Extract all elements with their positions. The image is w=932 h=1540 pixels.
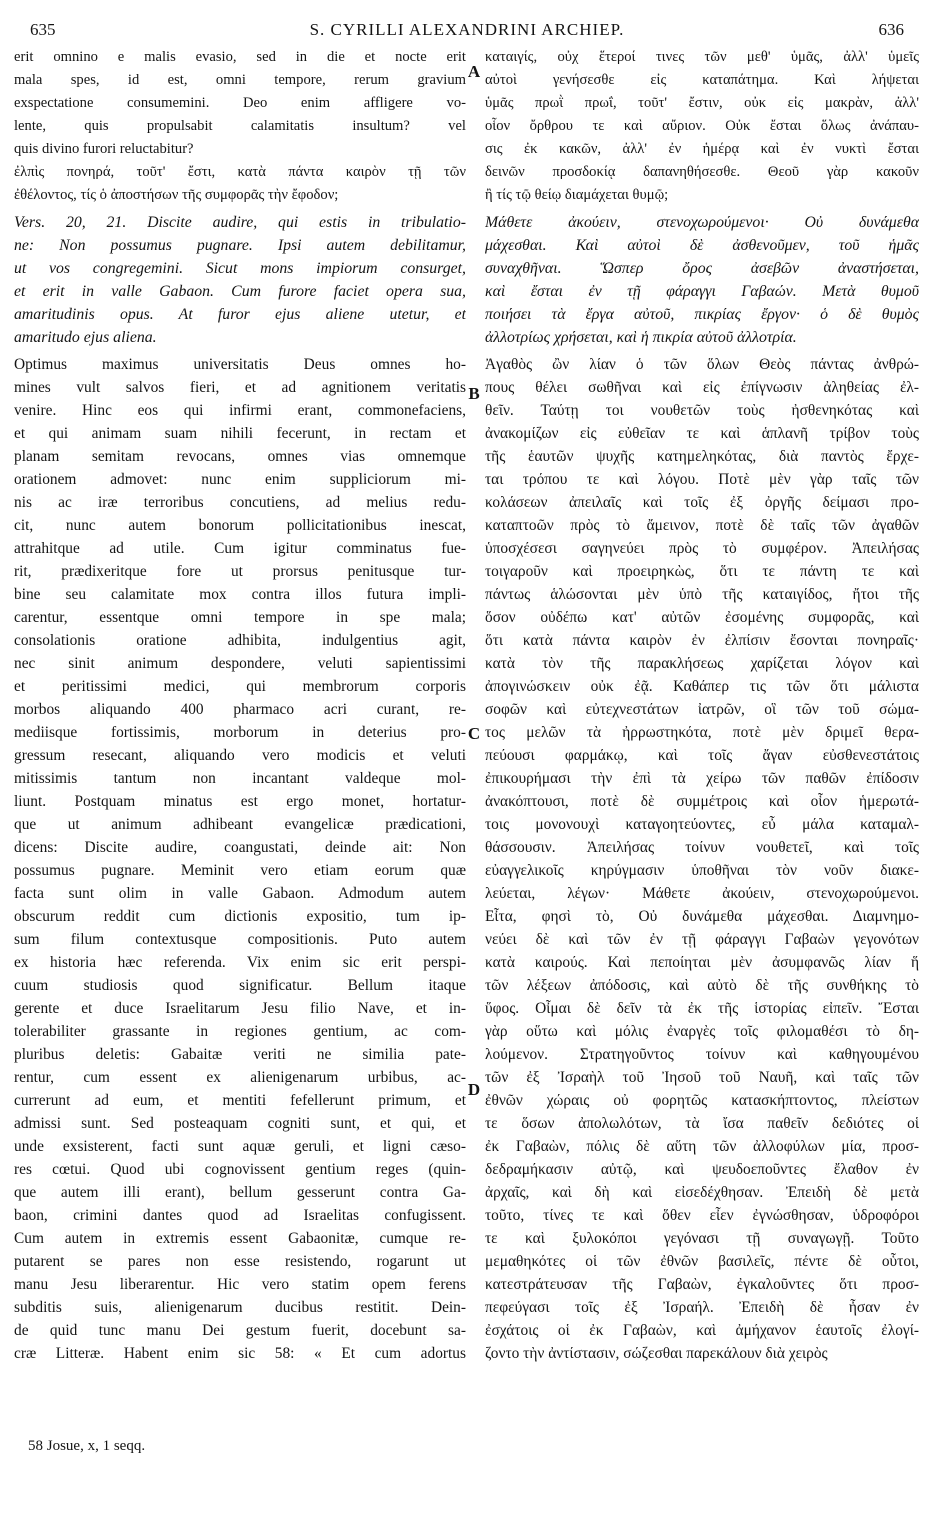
latin-line: planam semitam revocans, omnes vias omnemque <box>14 448 466 465</box>
greek-line: πεφεύγασι τοῖς ἐξ Ἰσραήλ. Ἐπειδὴ δὲ ἦσαν ἐν <box>485 1299 919 1316</box>
latin-line: Cum autem in extremis essent Gabaonitæ, cumque re- <box>14 1230 466 1247</box>
latin-line: amaritudo ejus aliena. <box>14 329 157 346</box>
latin-line: manu Jesu liberarentur. Hic vero statim opem ferens <box>14 1276 466 1293</box>
latin-line: consolationis oratione adhibita, indulgentius agit, <box>14 632 466 649</box>
greek-line: ζοντο τὴν ἀντίστασιν, σώζεσθαι παρεκάλουν διὰ χειρὸς <box>485 1345 828 1362</box>
latin-line: nis ac iræ terroribus concutiens, ad melius redu- <box>14 494 466 511</box>
greek-line: κολάσεων ἀπειλαῖς καὶ τοῖς ἐξ ὀργῆς δείμασι προ- <box>485 494 919 511</box>
latin-line: dicens: Discite audire, coangustati, deinde ait: Non <box>14 839 466 856</box>
greek-line: συναχθῆναι. Ὥσπερ ὄρος ἀσεβῶν ἀναστήσεται, <box>485 260 919 277</box>
greek-line: αὐτοὶ γενήσεσθε εἰς καταπάτημα. Καὶ λήψεται <box>485 72 919 88</box>
greek-line: τος μελῶν τὰ ἠρρωστηκότα, ποτὲ μὲν δριμεῖ θερα- <box>485 724 919 741</box>
greek-line: ποιήσει τὰ ἔργα αὐτοῦ, πικρίας ἔργον· ὁ δὲ θυμὸς <box>485 306 919 323</box>
latin-line: que ut animum adhibeant evangelicæ prædicationi, <box>14 816 466 833</box>
greek-line: πάντως ἁλώσονται μὲν ὑπὸ τῆς καταιγίδος, ἤτοι τῆς <box>485 586 919 603</box>
greek-line: τε καὶ ξυλοκόποι γεγόνασι τῇ συναγωγῇ. Τοῦτο <box>485 1230 919 1247</box>
latin-column <box>14 46 466 1365</box>
greek-line: ἀνακομίζων εἰς εὐθεῖαν τε καὶ ἁπλανῆ τρίβον τοὺς <box>485 425 919 442</box>
greek-line: ὅσον οὐδέπω κατ' αὐτῶν ἐσομένης συμφορᾶς, καὶ <box>485 609 919 626</box>
greek-line: δεδραμήκασιν αὐτῷ, καὶ ψευδοεποῦντες ἔλαθον ἐν <box>485 1161 919 1178</box>
greek-line: λούμενον. Στρατηγοῦντος τοίνυν καὶ καθηγουμένου <box>485 1046 919 1063</box>
latin-line: Vers. 20, 21. Discite audire, qui estis in tribulatio- <box>14 214 466 231</box>
latin-line: bine seu calamitate mox contra illos futura impli- <box>14 586 466 603</box>
latin-line: carentur, essentque omni tempore in spe mala; <box>14 609 466 626</box>
latin-line: ex historia hæc referenda. Vix enim sic erit perspi- <box>14 954 466 971</box>
greek-line: ἀνακόπτουσι, ποτὲ δὲ συμμέτροις καὶ οἷον ἡμερωτά- <box>485 793 919 810</box>
greek-line: τῶν ἐξ Ἰσραὴλ τοῦ Ἰησοῦ τοῦ Ναυῆ, καὶ ταῖς τῶν <box>485 1069 919 1086</box>
margin-marker-a: A <box>467 62 481 81</box>
greek-line: ἢ τίς τῷ θείῳ διαμάχεται θυμῷ; <box>485 187 669 203</box>
latin-line: amaritudinis opus. At furor ejus aliene utetur, et <box>14 306 466 323</box>
greek-line: ἐκ Γαβαὼν, πόλις δὲ αὕτη τῶν ἀλλοφύλων μία, προσ- <box>485 1138 919 1155</box>
greek-line: πους θέλει σωθῆναι καὶ εἰς ἐπίγνωσιν ἀληθείας ἐλ- <box>485 379 919 396</box>
greek-line: Ἀγαθὸς ὢν λίαν ὁ τῶν ὅλων Θεὸς πάντας ἀνθρώ- <box>485 356 919 373</box>
greek-line: τῶν λέξεων ἀπόδοσις, καὶ αὐτὸ δὲ τῆς συνθήκης τὸ <box>485 977 919 994</box>
latin-line: cræ Litteræ. Habent enim sic 58: « Et cum adortus <box>14 1345 466 1362</box>
latin-line: Optimus maximus universitatis Deus omnes ho- <box>14 356 466 373</box>
latin-line: facta sunt olim in valle Gabaon. Admodum autem <box>14 885 466 902</box>
greek-line: τοιγαροῦν καὶ προειρηκὼς, ὅτι τε πάντη τε καὶ <box>485 563 919 580</box>
latin-line: mines vult salvos fieri, et ad agnitionem veritatis <box>14 379 466 396</box>
latin-line: cit, nunc autem bonorum pollicitationibus inescat, <box>14 517 466 534</box>
page-number-left: 635 <box>30 20 56 39</box>
running-title: S. CYRILLI ALEXANDRINI ARCHIEP. <box>309 20 625 39</box>
latin-line: sum filum contextusque compositionis. Puto autem <box>14 931 466 948</box>
margin-marker-c: C <box>467 724 481 743</box>
latin-line: mala spes, id est, omni tempore, rerum gravium <box>14 72 466 88</box>
latin-line: et peritissimi medici, qui membrorum corporis <box>14 678 466 695</box>
greek-line: θεῖν. Ταύτῃ τοι νουθετῶν τοὺς ἠσθενηκότας καὶ <box>485 402 919 419</box>
latin-line: gerente et duce Israelitarum Jesu filio Nave, et in- <box>14 1000 466 1017</box>
latin-line: nec sinit animum despondere, veluti sapientissimi <box>14 655 466 672</box>
latin-line: admissi sunt. Sed posteaquam cogniti sunt, et qui, et <box>14 1115 466 1132</box>
latin-line: rit, prædixeritque fore ut prorsus penitusque tur- <box>14 563 466 580</box>
greek-line: τῆς ἑαυτῶν ψυχῆς κατημεληκότας, διὰ παντὸς ἔρχε- <box>485 448 919 465</box>
latin-line: et erit in valle Gabaon. Cum furore faciet opera sua, <box>14 283 466 300</box>
margin-marker-b: B <box>468 384 480 403</box>
greek-line: ὅτι κατὰ πάντα καιρὸν ἐν ἐλπίσιν ἔσονται πονηραῖς· <box>485 632 919 649</box>
latin-line: venire. Hinc eos qui infirmi erant, commonefaciens, <box>14 402 466 419</box>
latin-line: ut vos congregemini. Sicut mons impiorum consurget, <box>14 260 466 277</box>
greek-line: πεύουσι φαρμάκῳ, καὶ τοῖς ἄγαν εὐσθενεστάτοις <box>485 747 919 764</box>
latin-line: mediisque fortissimis, morborum in deterius pro- <box>14 724 466 741</box>
latin-line: attrahitque ad utile. Cum igitur comminatus fue- <box>14 540 466 557</box>
greek-line: τοῦτο, τίνες τε καὶ ὅθεν εἶεν ἐγνώσθησαν, ὑδροφόροι <box>485 1207 919 1224</box>
latin-line: orationem admovet: nunc enim suppliciorum mi- <box>14 471 466 488</box>
latin-line: obscurum reddit cum dictionis expositio, tum ip- <box>14 908 466 925</box>
greek-line: τε ὅσων ἀπολωλότων, τὰ ἴσα παθεῖν δεδιότες οἱ <box>485 1115 919 1132</box>
greek-line: ται τρόπου τε καὶ λόγου. Ποτὲ μὲν γὰρ ταῖς τῶν <box>485 471 919 488</box>
latin-line: unde exsisterent, facti sunt aquæ geruli, et ligni cæso- <box>14 1138 466 1155</box>
latin-line: erit omnino e malis evasio, sed in die et nocte erit <box>14 49 466 65</box>
greek-line: ἐσχάτοις οἱ ἐκ Γαβαὼν, καὶ ἀμήχανον ἑαυτοῖς ἐλογί- <box>485 1322 919 1339</box>
greek-column <box>485 46 919 1365</box>
greek-line: εὐαγγελικοῖς κηρύγμασιν ὑποθῆναι τὸν νοῦν διακε- <box>485 862 919 879</box>
latin-line: quis divino furori reluctabitur? <box>14 141 194 157</box>
greek-line: κατεστράτευσαν τῆς Γαβαὼν, ἐγκαλοῦντες ὅτι προσ- <box>485 1276 919 1293</box>
latin-line: res cœtui. Quod ubi cognovissent gentium reges (quin- <box>14 1161 466 1178</box>
latin-line: ne: Non possumus pugnare. Ipsi autem debilitamur, <box>14 237 466 254</box>
greek-line: γὰρ οὕτω καὶ μόλις ἐναργὲς τοῖς φιλομαθέσι τὸ δη- <box>485 1023 919 1040</box>
greek-line: Μάθετε ἀκούειν, στενοχωρούμενοι· Οὐ δυνάμεθα <box>485 214 919 231</box>
greek-line: σοφῶν καὶ εὐτεχνεστάτων ἰατρῶν, οἳ τῶν τοῦ σώμα- <box>485 701 919 718</box>
latin-line: cuum studiosis quod significatur. Bellum itaque <box>14 977 466 994</box>
latin-line: rentur, cum essent ex alienigenarum urbibus, ac- <box>14 1069 466 1086</box>
latin-line: currerunt ad eum, et mentiti fefellerunt primum, et <box>14 1092 466 1109</box>
latin-line: baon, crimini dantes quod ad Israelitas confugissent. <box>14 1207 466 1224</box>
greek-line: σις ἐκ κακῶν, ἀλλ' ἐν ἡμέρᾳ καὶ ἐν νυκτὶ ἔσται <box>485 141 919 157</box>
greek-line: κατὰ τὸν τῆς παρακλήσεως χαρίζεται λόγον καὶ <box>485 655 919 672</box>
latin-line: que autem illi erant), bellum gesserunt contra Ga- <box>14 1184 466 1201</box>
latin-line: gressum resecant, aliquando vero modicis et veluti <box>14 747 466 764</box>
latin-line: morbos aliquando 400 pharmaco acri curant, re- <box>14 701 466 718</box>
latin-line: tolerabiliter grassante in regiones gentium, ac com- <box>14 1023 466 1040</box>
latin-line: subditis suis, alienigenarum ducibus restitit. Dein- <box>14 1299 466 1316</box>
latin-line: ἐλπὶς πονηρά, τοῦτ' ἔστι, κατὰ πάντα καιρὸν τῇ τῶν <box>14 164 466 180</box>
greek-line: καταιγίς, οὐχ ἕτεροί τινες τῶν μεθ' ὑμᾶς, ἀλλ' ὑμεῖς <box>485 49 919 65</box>
page-number-right: 636 <box>878 20 904 39</box>
greek-line: καταπτοῶν πρὸς τὸ ἄμεινον, ποτὲ δὲ ταῖς τῶν ἀγαθῶν <box>485 517 919 534</box>
latin-line: lente, quis propulsabit calamitatis insultum? vel <box>14 118 466 134</box>
greek-line: δεινῶν προσδοκίᾳ δαπανηθήσεσθε. Θεοῦ γὰρ κακοῦν <box>485 164 919 180</box>
greek-line: ὑμᾶς πρωῒ πρωΐ, τοῦτ' ἔστιν, οὐκ εἰς μακρὰν, ἀλλ' <box>485 95 919 111</box>
latin-line: possumus pugnare. Meminit vero etiam eorum quæ <box>14 862 466 879</box>
greek-line: νεύει δὲ καὶ τῶν ἐν τῇ φάραγγι Γαβαὼν γεγονότων <box>485 931 919 948</box>
greek-line: μεμαθηκότες οἱ τῶν ἐθνῶν βασιλεῖς, πέντε δὲ οὗτοι, <box>485 1253 919 1270</box>
greek-line: θάσσουσιν. Ἀπειλήσας τοίνυν νουθετεῖ, καὶ τοῖς <box>485 839 919 856</box>
greek-line: κατὰ καιρούς. Καὶ πεποίηται μὲν ἀσυμφανῶς λίαν ἥ <box>485 954 919 971</box>
greek-line: λεύεται, λέγων· Μάθετε ἀκούειν, στενοχωρούμενοι. <box>485 885 919 902</box>
latin-line: mitissimis tantum non incantant valdeque mol- <box>14 770 466 787</box>
greek-line: ἀλλοτρίως χρήσεται, καὶ ἡ πικρία αὐτοῦ ἀλλοτρία. <box>485 329 797 346</box>
greek-line: ὕφος. Οἶμαι δὲ δεῖν τὰ ἐκ τῆς ἱστορίας εἰπεῖν. Ἔσται <box>485 1000 919 1017</box>
greek-line: Εἶτα, φησὶ τὸ, Οὐ δυνάμεθα μάχεσθαι. Διαμνημο- <box>485 908 919 925</box>
greek-line: τοις μονονουχὶ καταγοητεύοντες, εὖ μάλα καταμαλ- <box>485 816 919 833</box>
latin-line: exspectatione consumemini. Deo enim affligere vo- <box>14 95 466 111</box>
greek-line: ἀπογινώσκειν οὐκ ἐᾷ. Καθάπερ τις τῶν ὅτι μάλιστα <box>485 678 919 695</box>
latin-line: pluribus deletis: Gabaitæ veriti ne similia pate- <box>14 1046 466 1063</box>
greek-line: ἀρχαῖς, καὶ δὴ καὶ εἰσεδέχθησαν. Ἐπειδὴ δὲ μετὰ <box>485 1184 919 1201</box>
greek-line: ὑποσχέσεσι σαγηνεύει πρὸς τὸ συμφέρον. Ἀπειλήσας <box>485 540 919 557</box>
greek-line: ἐθνῶν χώραις οὐ φορητῶς κατασκήπτοντος, πλείστων <box>485 1092 919 1109</box>
greek-line: ἐπικουρήμασι τὴν ἐπὶ τὰ χείρω τῶν παθῶν ἐπίδοσιν <box>485 770 919 787</box>
latin-line: putarent se pares non esse resistendo, rogarunt ut <box>14 1253 466 1270</box>
greek-line: οἷον ὄρθρου τε καὶ αὔριον. Οὐκ ἔσται ὅλως ἀνάπαυ- <box>485 118 919 134</box>
latin-line: liunt. Postquam minatus est ergo monet, hortatur- <box>14 793 466 810</box>
footnote: 58 Josue, x, 1 seqq. <box>28 1438 146 1454</box>
greek-line: μάχεσθαι. Καὶ αὐτοὶ δὲ ἀσθενοῦμεν, τοῦ ἡμᾶς <box>485 237 919 254</box>
latin-line: ἐθέλοντος, τίς ὁ ἀποστήσων τῆς συμφορᾶς τὴν ἔφοδον; <box>14 187 339 203</box>
greek-line: καὶ ἔσται ἐν τῇ φάραγγι Γαβαών. Μετὰ θυμοῦ <box>485 283 919 300</box>
page-header <box>30 20 904 44</box>
latin-line: de quid tunc manu Dei gestum fuerit, docebunt sa- <box>14 1322 466 1339</box>
margin-marker-d: D <box>467 1080 481 1099</box>
latin-line: et qui animam suam nihili fecerunt, in rectam et <box>14 425 466 442</box>
